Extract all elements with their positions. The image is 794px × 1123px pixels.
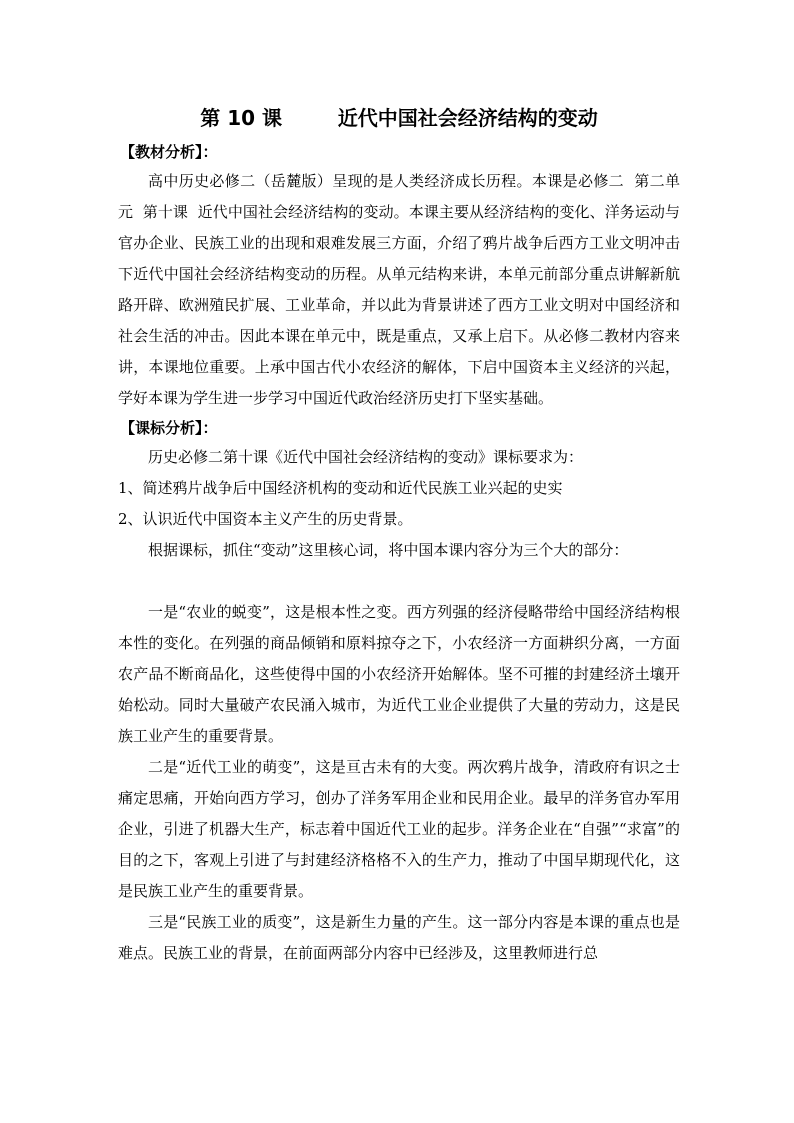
curriculum-lead: 根据课标，抓住“变动”这里核心词，将中国本课内容分为三个大的部分： [148, 541, 629, 559]
lesson-title: 第 10 课 近代中国社会经济结构的变动 [200, 106, 598, 130]
part-national-industry: 三是“民族工业的质变”，这是新生力量的产生。这一部分内容是本课的重点也是难点。民族工业的背景，在前面两部分内容中已经涉及，这里教师进行总 [118, 913, 680, 962]
curriculum-intro: 历史必修二第十课《近代中国社会经济结构的变动》课标要求为： [148, 448, 584, 466]
textbook-analysis-paragraph: 高中历史必修二（岳麓版）呈现的是人类经济成长历程。本课是必修二 第二单元 第十课 近代中国社会经济结构的变动。本课主要从经济结构的变化、洋务运动与官办企业、民族工业的出现和艰难发展三方面，介绍了鸦片战争后西方工业文明冲击下近代中国社会经济结构变动的历程。从单元结构来讲，本单元前部分重点讲解新航路开辟、欧洲殖民扩展、工业革命，并以此为背景讲述了西方工业文明对中国经济和社会生活的冲击。因此本课在单元中，既是重点，又承上启下。从必修二教材内容来讲，本课地位重要。上承中国古代小农经济的解体，下启中国资本主义经济的兴起，学好本课为学生进一步学习中国近代政治经济历史打下坚实基础。 [118, 172, 680, 407]
curriculum-analysis-heading: 【课标分析】： [120, 419, 218, 437]
document-body [118, 98, 680, 969]
curriculum-item-2: 2、认识近代中国资本主义产生的历史背景。 [118, 510, 413, 528]
blank-line [118, 566, 680, 597]
textbook-analysis-heading: 【教材分析】： [120, 143, 218, 161]
part-agriculture: 一是“农业的蜕变”，这是根本性之变。西方列强的经济侵略带给中国经济结构根本性的变化。在列强的商品倾销和原料掠夺之下，小农经济一方面耕织分离，一方面农产品不断商品化，这些使得中国的小农经济开始解体。坚不可摧的封建经济土壤开始松动。同时大量破产农民涌入城市，为近代工业企业提供了大量的劳动力，这是民族工业产生的重要背景。 [118, 603, 680, 745]
curriculum-item-1: 1、简述鸦片战争后中国经济机构的变动和近代民族工业兴起的史实 [118, 479, 563, 497]
part-modern-industry: 二是“近代工业的萌变”，这是亘古未有的大变。两次鸦片战争，清政府有识之士痛定思痛，开始向西方学习，创办了洋务军用企业和民用企业。最早的洋务官办军用企业，引进了机器大生产，标志着中国近代工业的起步。洋务企业在“自强”“求富”的目的之下，客观上引进了与封建经济格格不入的生产力，推动了中国早期现代化，这是民族工业产生的重要背景。 [118, 758, 680, 900]
